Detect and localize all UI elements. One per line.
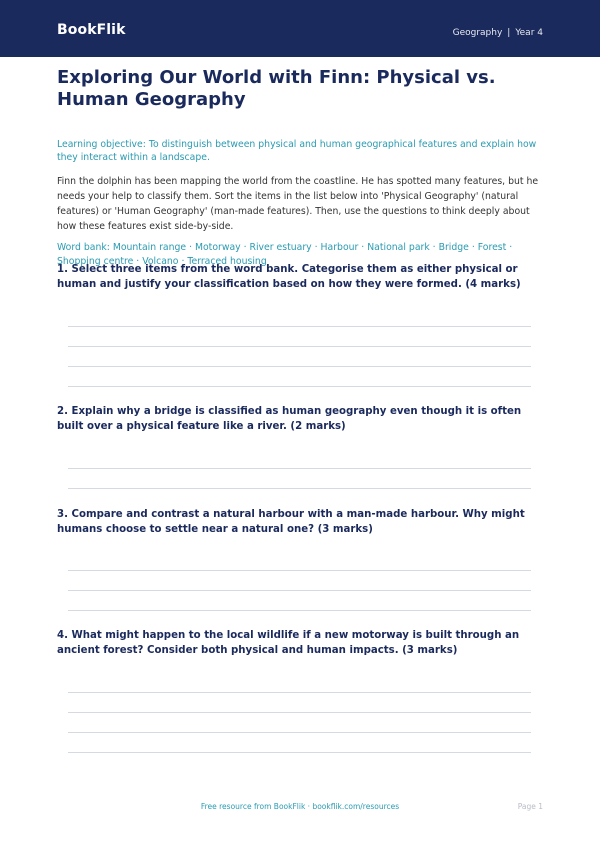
question-2-text: 2. Explain why a bridge is classified as human geography even though it is often built over a physical feature like a river. (2 marks) [57,406,522,432]
question-3-text: 3. Compare and contrast a natural harbour with a man-made harbour. Why might humans choose to settle near a natural one? (3 marks) [57,509,525,535]
footer-resource-link[interactable]: Free resource from BookFlik · bookflik.com/resources [200,802,400,811]
answer-line[interactable] [68,732,531,733]
answer-line[interactable] [68,610,531,611]
answer-line[interactable] [68,488,531,489]
answer-line[interactable] [68,386,531,387]
subject-year-tag [453,28,543,38]
answer-line[interactable] [68,692,531,693]
word-bank: Word bank: Mountain range · Motorway · River estuary · Harbour · National park · Bridge · Forest · Shopping centre · Volcano · Terraced housing [57,242,513,267]
question-4-text: 4. What might happen to the local wildlife if a new motorway is built through an ancient forest? Consider both physical and human impacts. (3 marks) [57,630,520,656]
intro-section [57,67,543,269]
year-label: Year 4 [515,28,543,38]
answer-line[interactable] [68,590,531,591]
tag-separator: | [507,28,511,38]
answer-line[interactable] [68,570,531,571]
question-2 [57,405,543,434]
question-3 [57,508,543,537]
answer-line[interactable] [68,326,531,327]
answer-line[interactable] [68,468,531,469]
answer-line[interactable] [68,346,531,347]
question-4 [57,629,543,658]
worksheet-title: Exploring Our World with Finn: Physical vs. Human Geography [57,67,496,110]
instructions-paragraph: Finn the dolphin has been mapping the world from the coastline. He has spotted many features, but he needs your help to classify them. Sort the items in the list below into 'Physical Geography' (natural features) or 'Human Geography' (man-made features). Then, use the questions to think deeply about how these features exist side-by-side. [57,176,539,232]
subject-label: Geography [452,28,503,38]
brand-logo-text: BookFlik [57,22,126,38]
answer-line[interactable] [68,712,531,713]
page-number: Page 1 [517,802,543,811]
learning-objective: Learning objective: To distinguish between physical and human geographical features and explain how they interact within a landscape. [57,139,537,163]
answer-line[interactable] [68,366,531,367]
answer-line[interactable] [68,752,531,753]
question-1 [57,263,543,292]
page-header [0,0,600,57]
question-1-text: 1. Select three items from the word bank. Categorise them as either physical or human and justify your classification based on how they were formed. (4 marks) [57,264,521,290]
